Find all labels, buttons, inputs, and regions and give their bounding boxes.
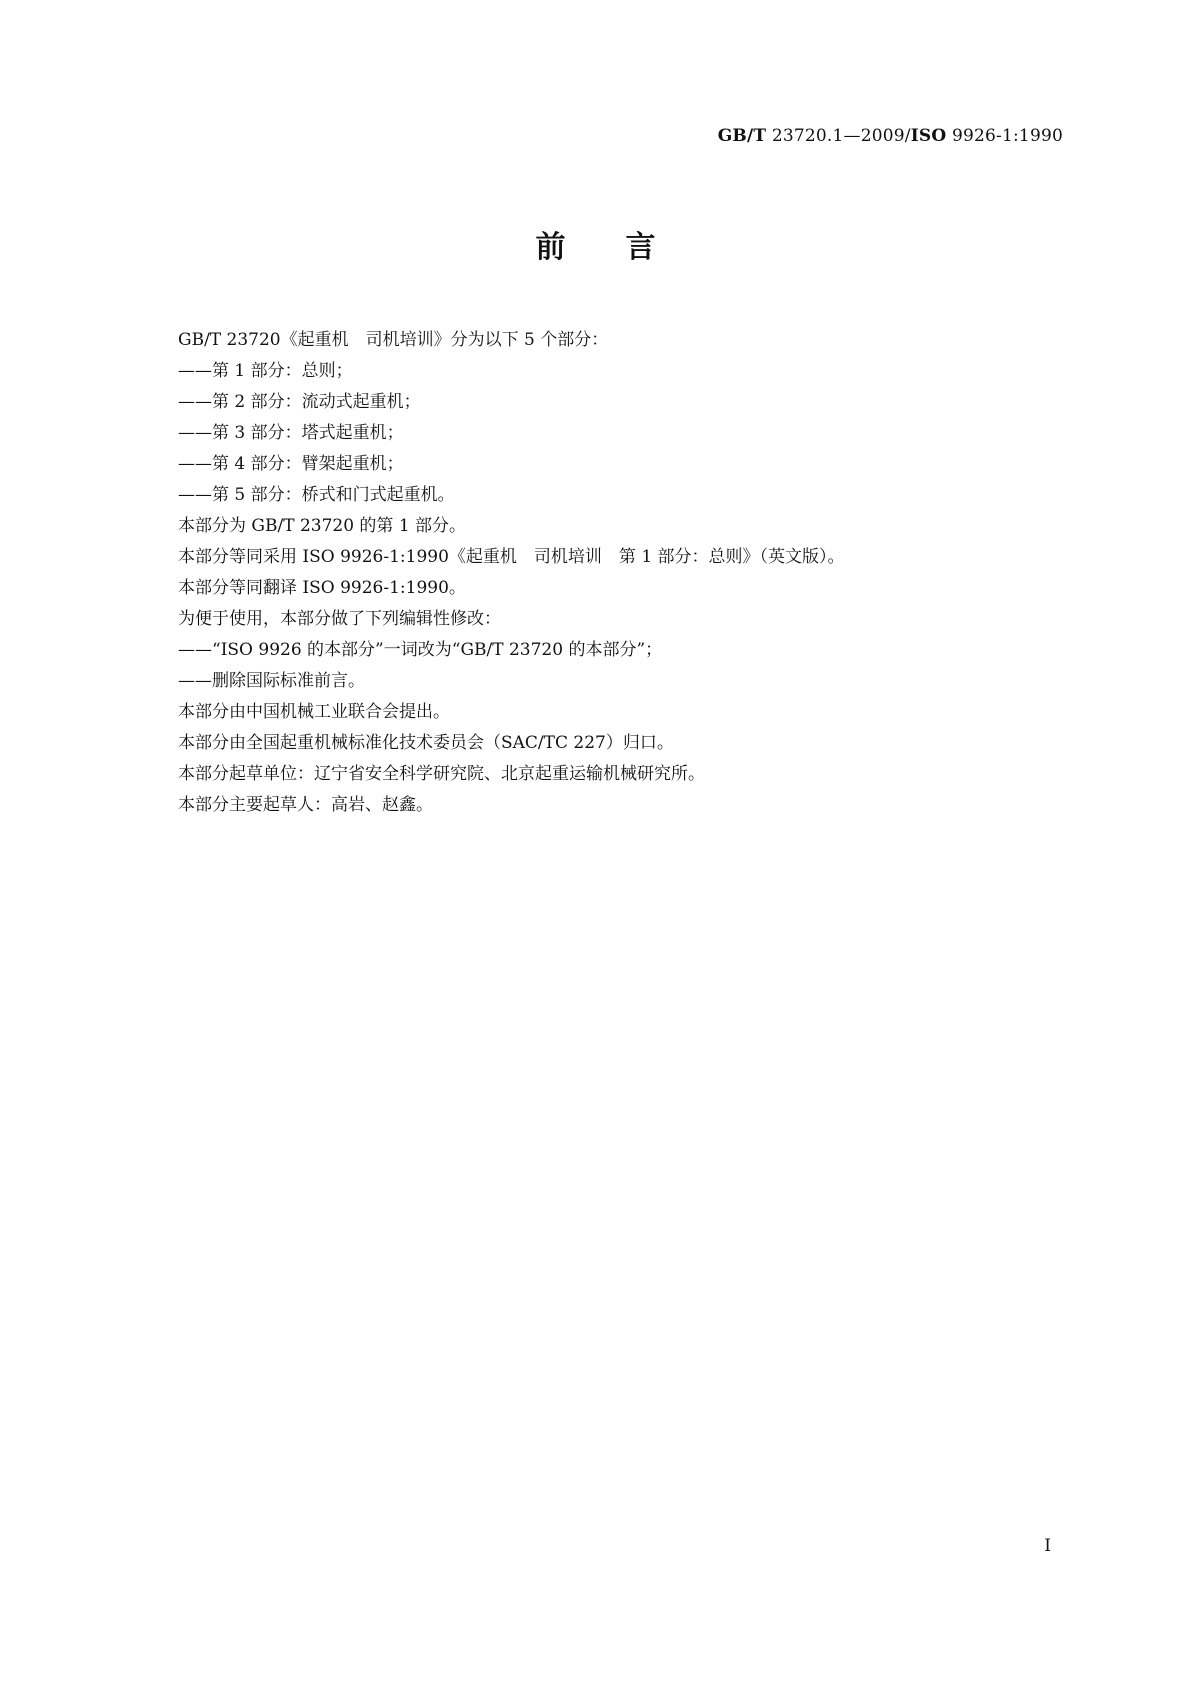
foreword-line: ——第 4 部分：臂架起重机； <box>178 454 404 474</box>
foreword-line: ——第 3 部分：塔式起重机； <box>178 423 404 443</box>
standard-prefix: GB/T <box>717 126 767 146</box>
iso-number: 9926-1:1990 <box>946 126 1063 146</box>
foreword-line: 本部分为 GB/T 23720 的第 1 部分。 <box>178 516 467 536</box>
foreword-line: GB/T 23720《起重机 司机培训》分为以下 5 个部分： <box>178 330 609 350</box>
foreword-line: 本部分起草单位：辽宁省安全科学研究院、北京起重运输机械研究所。 <box>178 764 705 784</box>
foreword-line: ——第 1 部分：总则； <box>178 361 353 381</box>
foreword-line: ——“ISO 9926 的本部分”一词改为“GB/T 23720 的本部分”； <box>178 640 663 660</box>
foreword-line: 本部分等同采用 ISO 9926-1:1990《起重机 司机培训 第 1 部分：总则》（英文版）。 <box>178 547 845 567</box>
foreword-line: 本部分等同翻译 ISO 9926-1:1990。 <box>178 578 466 598</box>
foreword-line: ——第 5 部分：桥式和门式起重机。 <box>178 485 455 505</box>
foreword-line: 为便于使用，本部分做了下列编辑性修改： <box>178 609 501 629</box>
standard-code-header <box>718 126 1063 146</box>
page-number: I <box>1044 1536 1051 1556</box>
foreword-line: ——删除国际标准前言。 <box>178 671 365 691</box>
foreword-line: 本部分主要起草人：高岩、赵鑫。 <box>178 795 433 815</box>
foreword-line: 本部分由中国机械工业联合会提出。 <box>178 702 450 722</box>
foreword-line: 本部分由全国起重机械标准化技术委员会（SAC/TC 227）归口。 <box>178 733 674 753</box>
foreword-line: ——第 2 部分：流动式起重机； <box>178 392 421 412</box>
iso-prefix: ISO <box>910 126 947 146</box>
foreword-body <box>178 325 1018 821</box>
page-title: 前言 <box>535 230 716 265</box>
standard-number: 23720.1—2009/ <box>766 126 911 146</box>
